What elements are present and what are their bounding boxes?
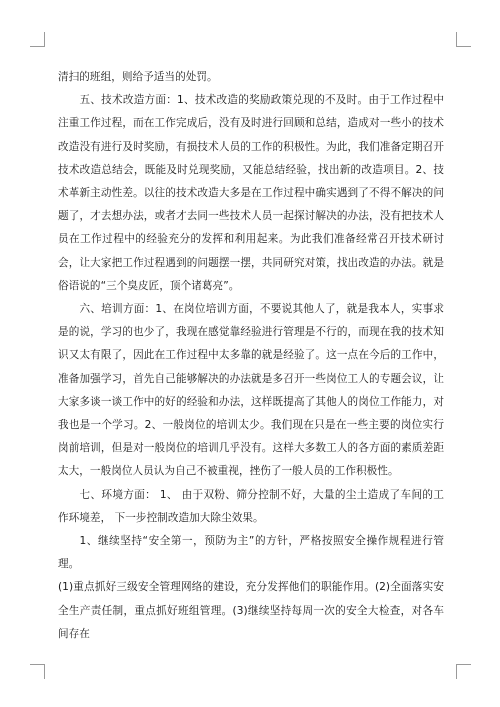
paragraph-penalty-end: 清扫的班组，则给予适当的处罚。	[58, 71, 218, 83]
paragraph-technical-improvement: 五、技术改造方面：1、技术改造的奖励政策兑现的不及时。由于工作过程中注重工作过程，而在工作完成后，没有及时进行回顾和总结，造成对一些小的技术改造没有进行及时奖励，有损技术人员的工作的积极性。为此，我们准备定期召开技术改造总结会，既能及时兑现奖励，又能总结经验，找出新的改造项目。2、技术革新主动性差。以往的技术改造大多是在工作过程中确实遇到了不得不解决的问题了，才去想办法，或者才去同一些技术人员一起探讨解决的办法，没有把技术人员在工作过程中的经验充分的发挥和利用起来。为此我们准备经常召开技术研讨会，让大家把工作过程遇到的问题摆一摆，共同研究对策，找出改造的办法。就是俗语说的“三个臭皮匠，顶个诸葛亮”。	[58, 94, 444, 292]
paragraph-environment: 七、环境方面： 1、 由于双粉、筛分控制不好，大量的尘土造成了车间的工作环境差， 下一步控制改造加大除尘效果。	[58, 488, 444, 524]
crop-mark-bottom-right	[456, 664, 471, 679]
paragraph-training: 六、培训方面：1、在岗位培训方面，不要说其他人了，就是我本人，实事求是的说，学习的也少了，我现在感觉靠经验进行管理是不行的，而现在我的技术知识又太有限了，因此在工作过程中太多靠的就是经验了。这一点在今后的工作中，准备加强学习，首先自己能够解决的办法就是多召开一些岗位工人的专题会议，让大家多谈一谈工作中的好的经验和办法，这样既提高了其他人的岗位工作能力，对我也是一个学习。2、一般岗位的培训太少。我们现在只是在一些主要的岗位实行岗前培训，但是对一般岗位的培训几乎没有。这样大多数工人的各方面的素质差距太大，一般岗位人员认为自己不被重视，挫伤了一般人员的工作积极性。	[58, 303, 444, 478]
crop-mark-top-left	[30, 32, 45, 47]
crop-mark-bottom-left	[30, 664, 45, 679]
document-body	[58, 66, 444, 646]
paragraph-safety-policy: 1、继续坚持“安全第一，预防为主”的方针，严格按照安全操作规程进行管理。	[58, 535, 444, 571]
crop-mark-top-right	[456, 32, 471, 47]
paragraph-safety-measures: (1)重点抓好三级安全管理网络的建设，充分发挥他们的职能作用。(2)全面落实安全生产责任制，重点抓好班组管理。(3)继续坚持每周一次的安全大检查，对各车间存在	[58, 581, 444, 640]
